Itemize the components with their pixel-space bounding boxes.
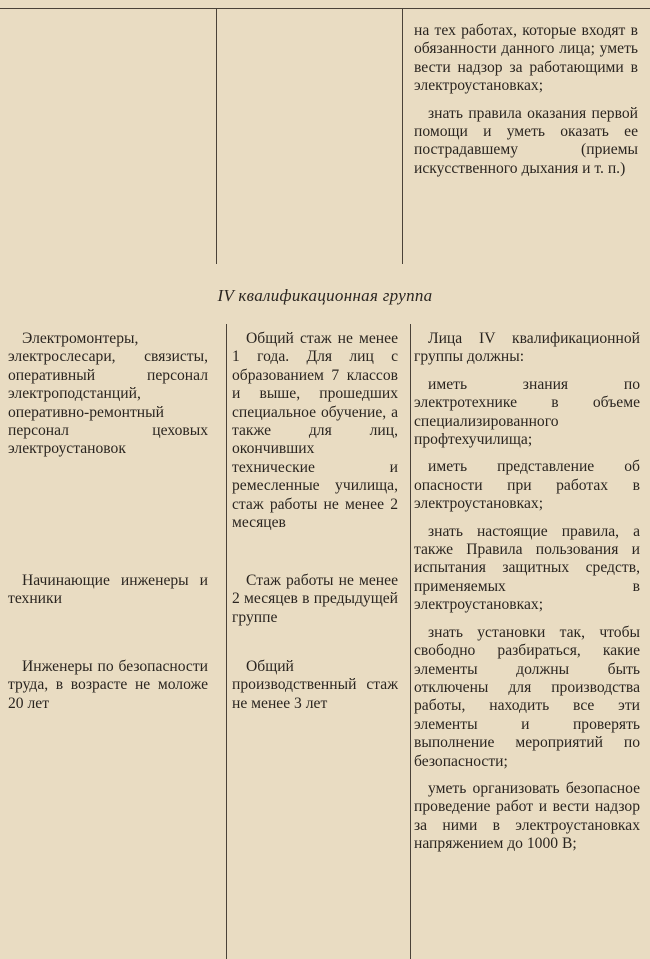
paragraph: знать правила оказания первой помощи и уметь оказать ее пострадавшему (приемы искусственного дыхания и т. п.) (414, 104, 638, 177)
requirement-item: Лица IV квалификационной группы должны: (414, 330, 640, 366)
requirement-item: знать установки так, чтобы свободно разбираться, какие элементы должны быть отключены для производства работы, находить все эти элементы и проверять выполнение мероприятий по безопасности; (414, 623, 640, 770)
col2-cell (232, 572, 398, 636)
col1-cell (8, 658, 208, 722)
requirement-item: иметь представление об опасности при работах в электроустановках; (414, 458, 640, 513)
column-divider (226, 324, 227, 959)
column-divider (216, 8, 217, 264)
experience-text: Стаж работы не менее 2 месяцев в предыдущей группе (232, 572, 398, 626)
paragraph: на тех работах, которые входят в обязанности данного лица; уметь вести надзор за работающими в электроустановках; (414, 22, 638, 95)
position-text: Электромонтеры, электрослесари, связисты, оперативный персонал электроподстанций, оперативно-ремонтный персонал цеховых электроустановок (8, 330, 208, 458)
col2-cell (232, 658, 398, 722)
column-divider (410, 324, 411, 959)
col1-cell (8, 330, 208, 468)
requirement-item: уметь организовать безопасное проведение работ и вести надзор за ними в электроустановках напряжением до 1000 В; (414, 779, 640, 853)
column-divider (402, 8, 403, 264)
position-text: Начинающие инженеры и техники (8, 572, 208, 608)
experience-text: Общий стаж не менее 1 года. Для лиц с образованием 7 классов и выше, прошедших специальное обучение, а также для лиц, окончивших технические и ремесленные училища, стаж работы не менее 2 месяцев (232, 330, 398, 532)
group-heading: IV квалификационная группа (217, 286, 433, 305)
position-text: Инженеры по безопасности труда, в возрасте не моложе 20 лет (8, 658, 208, 712)
requirement-item: иметь знания по электротехнике в объеме специализированного профтехучилища; (414, 375, 640, 449)
experience-text: Общий производственный стаж не менее 3 лет (232, 658, 398, 712)
col2-cell (232, 330, 398, 541)
col3-cell (414, 330, 640, 863)
requirement-item: знать настоящие правила, а также Правила пользования и испытания защитных средств, применяемых в электроустановках; (414, 522, 640, 614)
col1-cell (8, 572, 208, 618)
table-top-rule (0, 8, 650, 9)
top-col3-cell (414, 22, 638, 187)
